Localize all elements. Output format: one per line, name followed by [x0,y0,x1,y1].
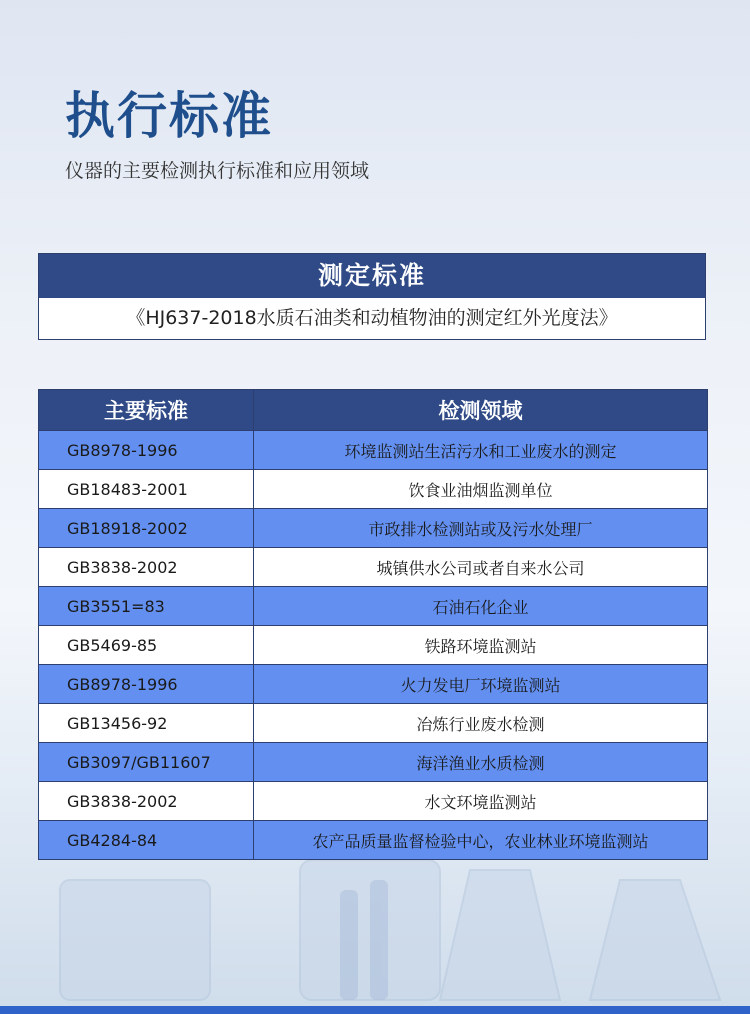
standard-cell: GB8978-1996 [39,431,254,470]
standard-cell: GB5469-85 [39,626,254,665]
table-row [39,743,708,782]
table-row [39,431,708,470]
standard-cell: GB8978-1996 [39,665,254,704]
standard-cell: GB18483-2001 [39,470,254,509]
table-row [39,704,708,743]
field-cell: 冶炼行业废水检测 [254,704,708,743]
measurement-standard-text: 《HJ637-2018水质石油类和动植物油的测定红外光度法》 [126,307,618,329]
standard-cell: GB3551=83 [39,587,254,626]
standard-cell: GB3838-2002 [39,782,254,821]
standard-cell: GB4284-84 [39,821,254,860]
page-subtitle: 仪器的主要检测执行标准和应用领域 [65,160,370,182]
standards-table [38,389,708,860]
table-row [39,470,708,509]
table-row [39,548,708,587]
column-header-standard: 主要标准 [39,390,254,431]
table-row [39,821,708,860]
field-cell: 农产品质量监督检验中心，农业林业环境监测站 [254,821,708,860]
field-cell: 火力发电厂环境监测站 [254,665,708,704]
field-cell: 石油石化企业 [254,587,708,626]
standard-cell: GB3838-2002 [39,548,254,587]
table-header-row [39,390,708,431]
standard-cell: GB18918-2002 [39,509,254,548]
lab-glassware-background [0,860,750,1006]
bottom-bar [0,1006,750,1014]
page-title: 执行标准 [65,87,273,145]
field-cell: 水文环境监测站 [254,782,708,821]
column-header-field: 检测领域 [254,390,708,431]
standard-cell: GB3097/GB11607 [39,743,254,782]
field-cell: 饮食业油烟监测单位 [254,470,708,509]
table-row [39,509,708,548]
field-cell: 环境监测站生活污水和工业废水的测定 [254,431,708,470]
field-cell: 海洋渔业水质检测 [254,743,708,782]
table-row [39,626,708,665]
table-row [39,782,708,821]
field-cell: 市政排水检测站或及污水处理厂 [254,509,708,548]
standard-cell: GB13456-92 [39,704,254,743]
field-cell: 铁路环境监测站 [254,626,708,665]
field-cell: 城镇供水公司或者自来水公司 [254,548,708,587]
measurement-standard-heading: 测定标准 [39,254,705,298]
measurement-standard-box [38,253,706,340]
table-row [39,587,708,626]
table-row [39,665,708,704]
